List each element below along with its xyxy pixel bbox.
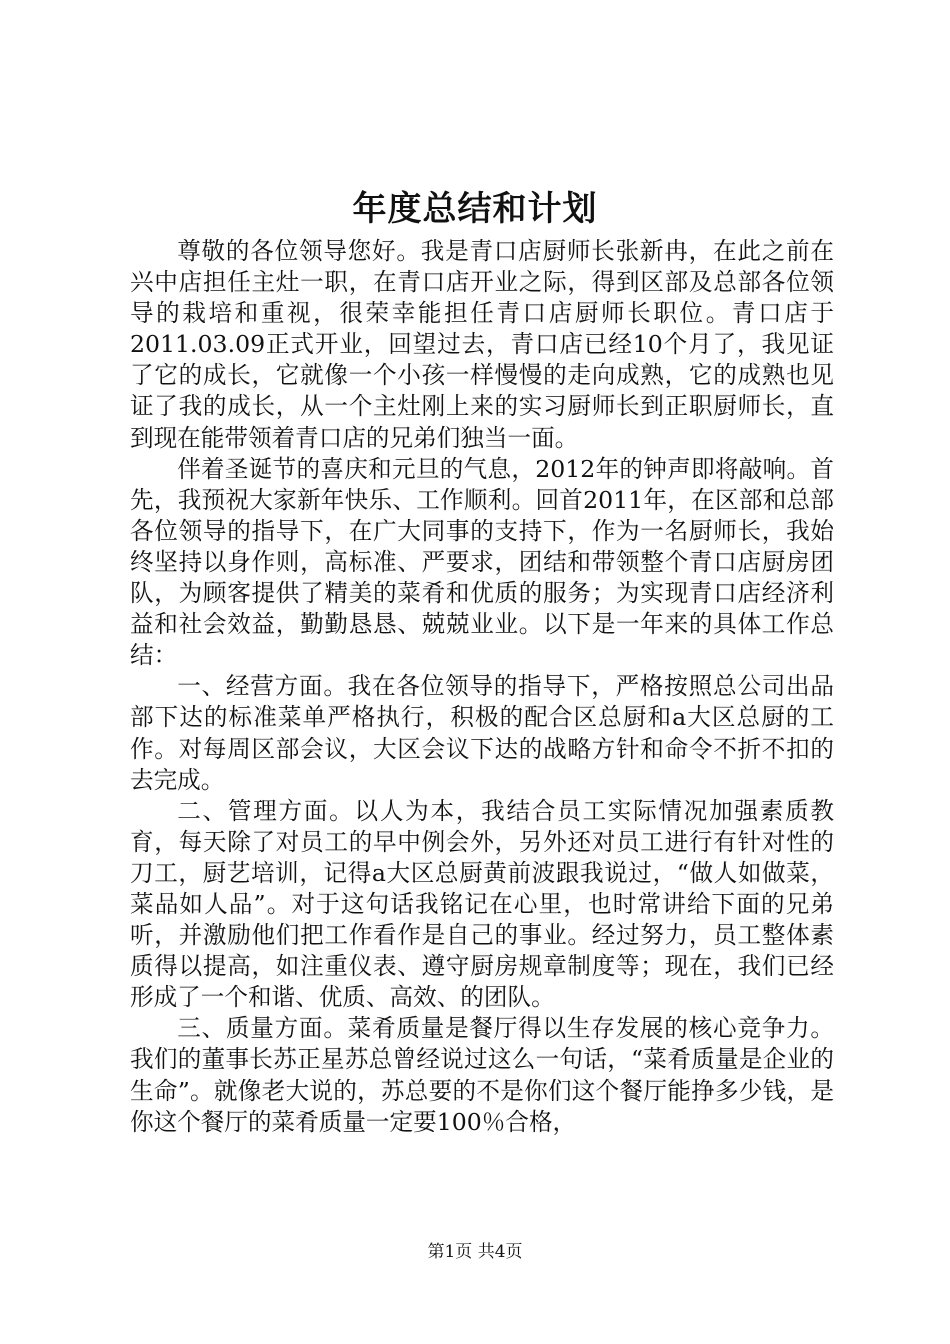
- document-title: 年度总结和计划: [352, 189, 598, 229]
- page-number-footer: 第1页 共4页: [427, 1242, 523, 1262]
- paragraph: 三、质量方面。菜肴质量是餐厅得以生存发展的核心竞争力。我们的董事长苏正星苏总曾经说过这么一句话，“菜肴质量是企业的生命”。就像老大说的，苏总要的不是你们这个餐厅能挣多少钱，是你这个餐厅的菜肴质量一定要100％合格，: [130, 1014, 834, 1136]
- paragraph: 一、经营方面。我在各位领导的指导下，严格按照总公司出品部下达的标准菜单严格执行，积极的配合区总厨和a大区总厨的工作。对每周区部会议，大区会议下达的战略方针和命令不折不扣的去完成。: [130, 672, 834, 794]
- paragraph: 二、管理方面。以人为本，我结合员工实际情况加强素质教育，每天除了对员工的早中例会外，另外还对员工进行有针对性的刀工，厨艺培训，记得a大区总厨黄前波跟我说过，“做人如做菜，菜品如人品”。对于这句话我铭记在心里，也时常讲给下面的兄弟听，并激励他们把工作看作是自己的事业。经过努力，员工整体素质得以提高，如注重仪表、遵守厨房规章制度等；现在，我们已经形成了一个和谐、优质、高效、的团队。: [130, 796, 834, 1012]
- paragraph: 尊敬的各位领导您好。我是青口店厨师长张新冉，在此之前在兴中店担任主灶一职，在青口店开业之际，得到区部及总部各位领导的栽培和重视，很荣幸能担任青口店厨师长职位。青口店于2011.03.09正式开业，回望过去，青口店已经10个月了，我见证了它的成长，它就像一个小孩一样慢慢的走向成熟，它的成熟也见证了我的成长，从一个主灶刚上来的实习厨师长到正职厨师长，直到现在能带领着青口店的兄弟们独当一面。: [130, 237, 834, 452]
- document-body: [130, 236, 834, 1138]
- paragraph: 伴着圣诞节的喜庆和元旦的气息，2012年的钟声即将敲响。首先，我预祝大家新年快乐、工作顺利。回首2011年，在区部和总部各位领导的指导下，在广大同事的支持下，作为一名厨师长，我始终坚持以身作则，高标准、严要求，团结和带领整个青口店厨房团队，为顾客提供了精美的菜肴和优质的服务；为实现青口店经济利益和社会效益，勤勤恳恳、兢兢业业。以下是一年来的具体工作总结：: [130, 454, 834, 670]
